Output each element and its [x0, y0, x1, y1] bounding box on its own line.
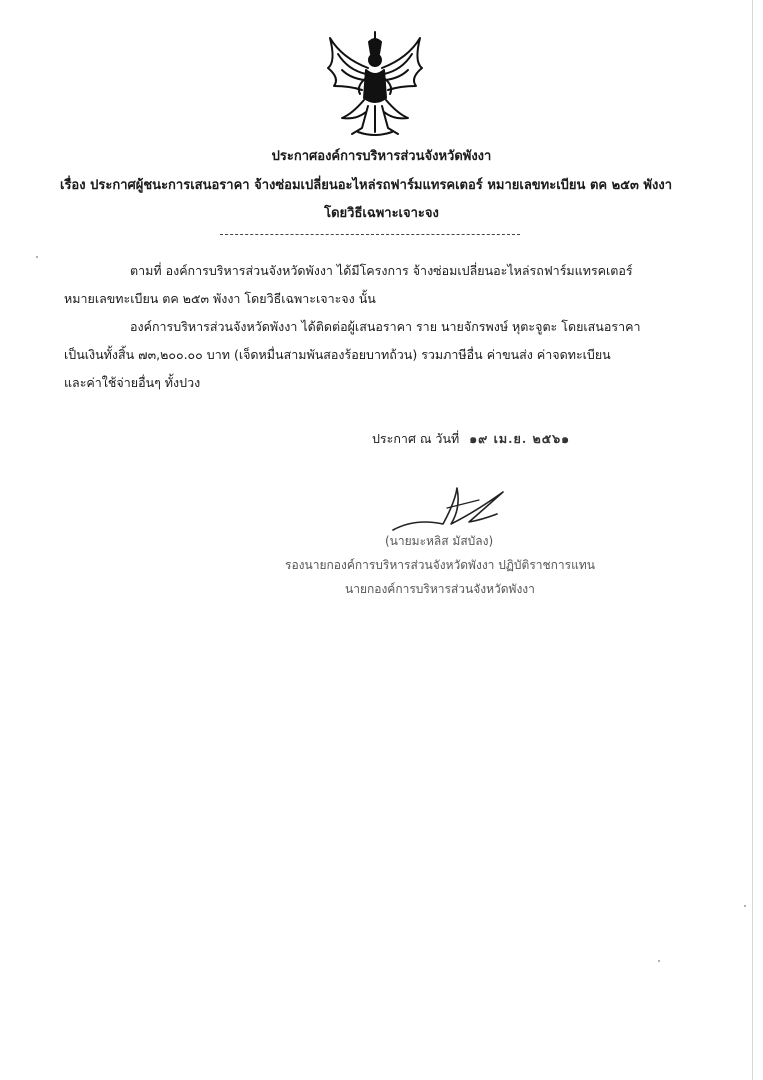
- paragraph1-line1: ตามที่ องค์การบริหารส่วนจังหวัดพังงา ได้มีโครงการ จ้างซ่อมเปลี่ยนอะไหล่รถฟาร์มแทรคเตอร์: [130, 263, 633, 278]
- scan-speck: [36, 256, 38, 258]
- announcement-subject: เรื่อง ประกาศผู้ชนะการเสนอราคา จ้างซ่อมเปลี่ยนอะไหล่รถฟาร์มแทรคเตอร์ หมายเลขทะเบียน ตค ๒๕๓ พังงา: [60, 178, 672, 193]
- announcement-date-stamp: ๑๙ เม.ย. ๒๕๖๑: [469, 431, 571, 446]
- signatory-position-line1: รองนายกองค์การบริหารส่วนจังหวัดพังงา ปฏิบัติราชการแทน: [285, 558, 595, 572]
- scan-speck: [658, 960, 660, 962]
- garuda-emblem-icon: [322, 28, 428, 140]
- signatory-name: (นายมะหลิส มัสบัลง): [385, 534, 494, 548]
- scan-speck: [744, 905, 746, 907]
- announcement-date-line: [372, 430, 570, 448]
- procurement-method: โดยวิธีเฉพาะเจาะจง: [324, 206, 439, 221]
- section-divider: [220, 234, 520, 235]
- paragraph2-line3: และค่าใช้จ่ายอื่นๆ ทั้งปวง: [64, 375, 201, 390]
- paragraph2-line2: เป็นเงินทั้งสิ้น ๗๓,๒๐๐.๐๐ บาท (เจ็ดหมื่นสามพันสองร้อยบาทถ้วน) รวมภาษีอื่น ค่าขนส่ง ค่าจดทะเบียน: [64, 347, 611, 362]
- announcement-label: ประกาศ ณ วันที่: [372, 431, 460, 446]
- page-title: ประกาศองค์การบริหารส่วนจังหวัดพังงา: [271, 149, 492, 164]
- paragraph2-line1: องค์การบริหารส่วนจังหวัดพังงา ได้ติดต่อผู้เสนอราคา ราย นายจักรพงษ์ หุตะจูตะ โดยเสนอราคา: [130, 319, 641, 334]
- signatory-position-line2: นายกองค์การบริหารส่วนจังหวัดพังงา: [345, 582, 535, 596]
- paragraph1-line2: หมายเลขทะเบียน ตค ๒๕๓ พังงา โดยวิธีเฉพาะเจาะจง นั้น: [64, 291, 376, 306]
